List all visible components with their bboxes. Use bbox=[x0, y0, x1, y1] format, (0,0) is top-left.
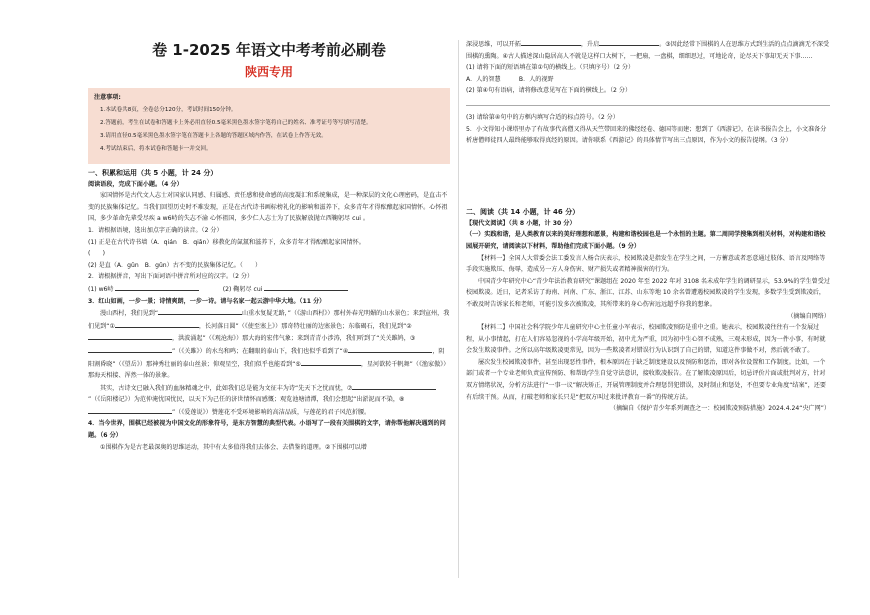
notice-item: 3.请用直径0.5毫米黑色墨水签字笔在答题卡上各题的答题区域内作答，在试卷上作答无效。 bbox=[100, 132, 327, 139]
question-5: 5．小文得知小课塔里办了有故事代高僧又得从天竺带回来的佛经经卷、德国等而建；想到了《西游记》，在读书报告会上，小文准备分析唐僧师徒四人最终能够取得真经的原因。请你联系《西游记》的具体情节写出三点原因，作为小文的报告提纲。（3 分） bbox=[466, 125, 827, 145]
question-2: 2．请根据拼音，写出下面词语中拼音所对应的汉字。（2 分） bbox=[88, 273, 254, 281]
modern-reading-heading: 【现代文阅读】（共 8 小题，计 30 分） bbox=[466, 219, 576, 227]
passage-paragraph: 家国情怀是古代文人志士对国家认同感、归属感、责任感和使命感的高度凝汇和系统集成，是一种深层的文化心理密码，是直击不变的民族集体记忆。当我们回望历史时不难发现，正是在古代诗书画标榜礼化的影响和滋养下，众多青年才得酝酿起家国情怀。心怀祖国，多少革命先辈受尽疾 a w6峙的失志不渝 心怀祖国，多少仁人志士为了民族解放抛立西鞠躬尽 cui 。 bbox=[88, 192, 448, 223]
question-4-passage: ①围棋作为是古老最深奥的思维运动，其中有太多值得我们去体会、去借鉴的道理。②下围棋可以增 bbox=[100, 443, 367, 451]
answer-blank[interactable] bbox=[352, 382, 436, 390]
question-3-paragraph-2: 其实，古诗文已融入我们的血脉精魂之中，此如我们总是能为文征丰为诗“先天下之忧而忧，⑦”（《岳阳楼记》）为范仲淹忧国忧民，以天下为己任的济世情怀而感慨；观览池塘清潭，我们会想起“出淤泥而不染，⑧”（《爱莲说》）赞莲花不受环境影响的高洁品质，与莲花的君子风范折腰。 bbox=[88, 382, 450, 419]
answer-blank[interactable] bbox=[158, 307, 242, 315]
question-1: 1．请根据语境，选出加点字正确的读音。（2 分） bbox=[88, 226, 223, 234]
question-4-2: (2) 第④句有语病，请将修改意见写在下面的横线上。（2 分） bbox=[466, 87, 632, 95]
answer-blank[interactable] bbox=[88, 406, 172, 414]
question-2-items bbox=[88, 283, 450, 296]
material-2: 【材料二】中国社会科学院少年儿童研究中心主任童小军表示，校园欺凌预防是重中之重。她表示，校园欺凌往往有一个发展过程，从小事情起，打在人们容易忽视的小学高年级开始，初中尤为严重，因为初中生心智不成熟，三观未形成，因为一件小事，有时就会发生欺凌事件。之所以高年级欺凌更常见，因为一些欺凌者对错误行为认识到了自己的错，知道这件事做不对，然后就不敢了。 bbox=[466, 324, 826, 355]
material-2-cont: 屡次发生校园欺凌事件，甚至出现恶性事件，根本原因在于缺乏制度建设以及预防和惩治，即对各位设置和工作制度。比如，一个部门或者一个专业老师负责宣传预防、和帮助学生自觉守法意识，接收欺凌报告。在了解欺凌原因后，切忌评价片面或批判对方，针对双方情绪状况，分析方法进行“一事一议”解决矫正，开展管理制度并合理惩罚犯错误，及时制止和惩处，不但要专业角度“结案”，还要有后续干预。从而，打破老师和家长只是“把双方叫过来批评教育一番”的传统方法。 bbox=[466, 358, 826, 401]
question-4-1: (1) 请将下面的短语填在第①句的横线上。（只填序号）（2 分） bbox=[466, 64, 635, 72]
question-4-1-options: A．人的智慧 B．人的视野 bbox=[466, 75, 554, 83]
notice-item: 4.考试结束后，将本试卷和答题卡一并交回。 bbox=[100, 145, 212, 152]
answer-blank[interactable] bbox=[88, 332, 172, 340]
question-4: 4．当今世界，围棋已经被视为中国文化的形象符号，是东方智慧的典型代表。小语写了一段有关围棋的文字，请你帮他解决遇到的问题。（6 分） bbox=[88, 420, 446, 440]
answer-blank[interactable] bbox=[348, 345, 432, 353]
question-4-3: (3) 请给第④句中的方框内填写合适的标点符号。（2 分） bbox=[466, 113, 619, 121]
material-1-source: （摘编自网络） bbox=[787, 312, 830, 320]
left-column bbox=[88, 38, 450, 453]
notice-item: 1.本试卷共8页，全卷总分120分，考试时间150分钟。 bbox=[100, 106, 237, 113]
answer-blank[interactable] bbox=[115, 320, 199, 328]
question-3-paragraph: 漫山西村，我们见到“ 山重水复疑无路，”（《游山西村》）那村外春光明媚的山水景色；来到宣州，我们见到“① ，长河落日圆”（《使至塞上》）那奇特壮丽的边塞景色；东临碣石，我们见到“②，洪波涌起”（《观沧海》）那大海的宏伟气象；来到青青小涉涛，我们听到了“关关雎鸠，③”（《关雎》）的水鸟和鸣；在翻眼的泰山下，我们也似乎看到了“④ ，阴阳割昏晓”（《望岳》）那神秀壮丽的泰山丝景；仰观星空，我们似乎也能看到“⑤ ，星河欲转千帆舞”（《渔家傲》）那海天相接、浑然一体的景象。 bbox=[88, 307, 450, 382]
answer-blank[interactable] bbox=[599, 38, 659, 46]
region-label: 陕西专用 bbox=[244, 65, 293, 79]
question-1b: (2) 是直（A．gǔn B．gǔn）古不变的民族集体记忆。（ ） bbox=[88, 261, 262, 269]
section-1-heading: 一、积累和运用（共 5 小题，计 24 分） bbox=[88, 168, 218, 177]
answer-blank[interactable] bbox=[264, 283, 348, 291]
notice-box bbox=[88, 88, 450, 164]
question-4-passage-cont: 深浸思维，可以开拓 ，升启 。③因此经常下围棋的人在思维方式到生活的点点滴滴无不深受围棋的熏陶。④古人描述深山隐居高人不就是这样口大树下，一把扇，一盘棋，细细思过，可地论奇，论尽天下事却无天下事…… bbox=[466, 38, 830, 62]
question-1a: (1) 正是在古代诗书墙（A．qián B．qiǎn）移教化的氤氲和滋养下，众多青年才得酝酿起家国情怀。 bbox=[88, 238, 365, 246]
question-2b-label: (2) 鞠躬尽 cui bbox=[222, 285, 263, 293]
material-2-source: （摘编自《保护青少年系列调查之一：校园欺凌预防措施》2024.4.24“央广网”） bbox=[609, 405, 830, 413]
answer-blank[interactable] bbox=[301, 358, 361, 366]
question-2a-label: (1) w6峙 bbox=[88, 285, 114, 293]
reading-task: 阅读语段，完成下面小题。（4 分） bbox=[88, 180, 183, 188]
material-1: 【材料一】全国人大常委会法工委发言人杨合庆表示，校园欺凌是指发生在学生之间，一方蓄意或者恶意通过肢体、语言及网络等手段实施欺压、侮辱，造成另一方人身伤害、财产损失或者精神损害的行为。 bbox=[466, 254, 826, 274]
answer-space[interactable] bbox=[466, 147, 830, 205]
notice-heading: 注意事项: bbox=[94, 94, 121, 101]
answer-blank[interactable] bbox=[88, 345, 172, 353]
column-divider bbox=[458, 40, 459, 578]
right-column bbox=[466, 38, 830, 415]
answer-blank[interactable] bbox=[521, 38, 581, 46]
section-2-heading: 二、阅读（共 14 小题，计 46 分） bbox=[466, 207, 580, 216]
answer-blank[interactable] bbox=[115, 283, 199, 291]
part-1-intro: （一）实践和谐，是人类教育以来的美好理想和愿景，构建和谐校园也是一个永恒的主题。第二周同学搜集到相关材料，对构建和谐校园展开研究，请阅读以下材料，帮助他们完成下面小题。（9 分） bbox=[466, 231, 826, 250]
exam-title: 卷 1-2025 年语文中考考前必刷卷 bbox=[152, 41, 386, 59]
answer-paren: ( ) bbox=[88, 250, 105, 258]
notice-item: 2.答题前，考生在试卷和答题卡上务必用直径0.5毫米黑色墨水签字笔将自己的姓名、准考证号等写填写清楚。 bbox=[100, 119, 372, 126]
question-3: 3．红山如画，一步一景；诗情爽朗，一步一诗。请与名家一起云游中华大地。（11 分） bbox=[88, 297, 326, 305]
answer-line[interactable] bbox=[466, 105, 830, 106]
material-1-cont: 中国青少年研究中心“青少年法治教育研究”课题组在 2020 年至 2022 年对 3108 名未成年学生的调研显示，53.9%的学生曾受过校园欺凌。近日，记者采访了海南、河南、广东、浙江、江苏、山东等地 10 余名曾遭遇校园欺凌的学生发现，多数学生受到欺凌后，不敢及时告诉家长和老师，可能引发多次被欺凌，其所带来的身心伤害远远超乎你我的想象。 bbox=[466, 277, 830, 308]
